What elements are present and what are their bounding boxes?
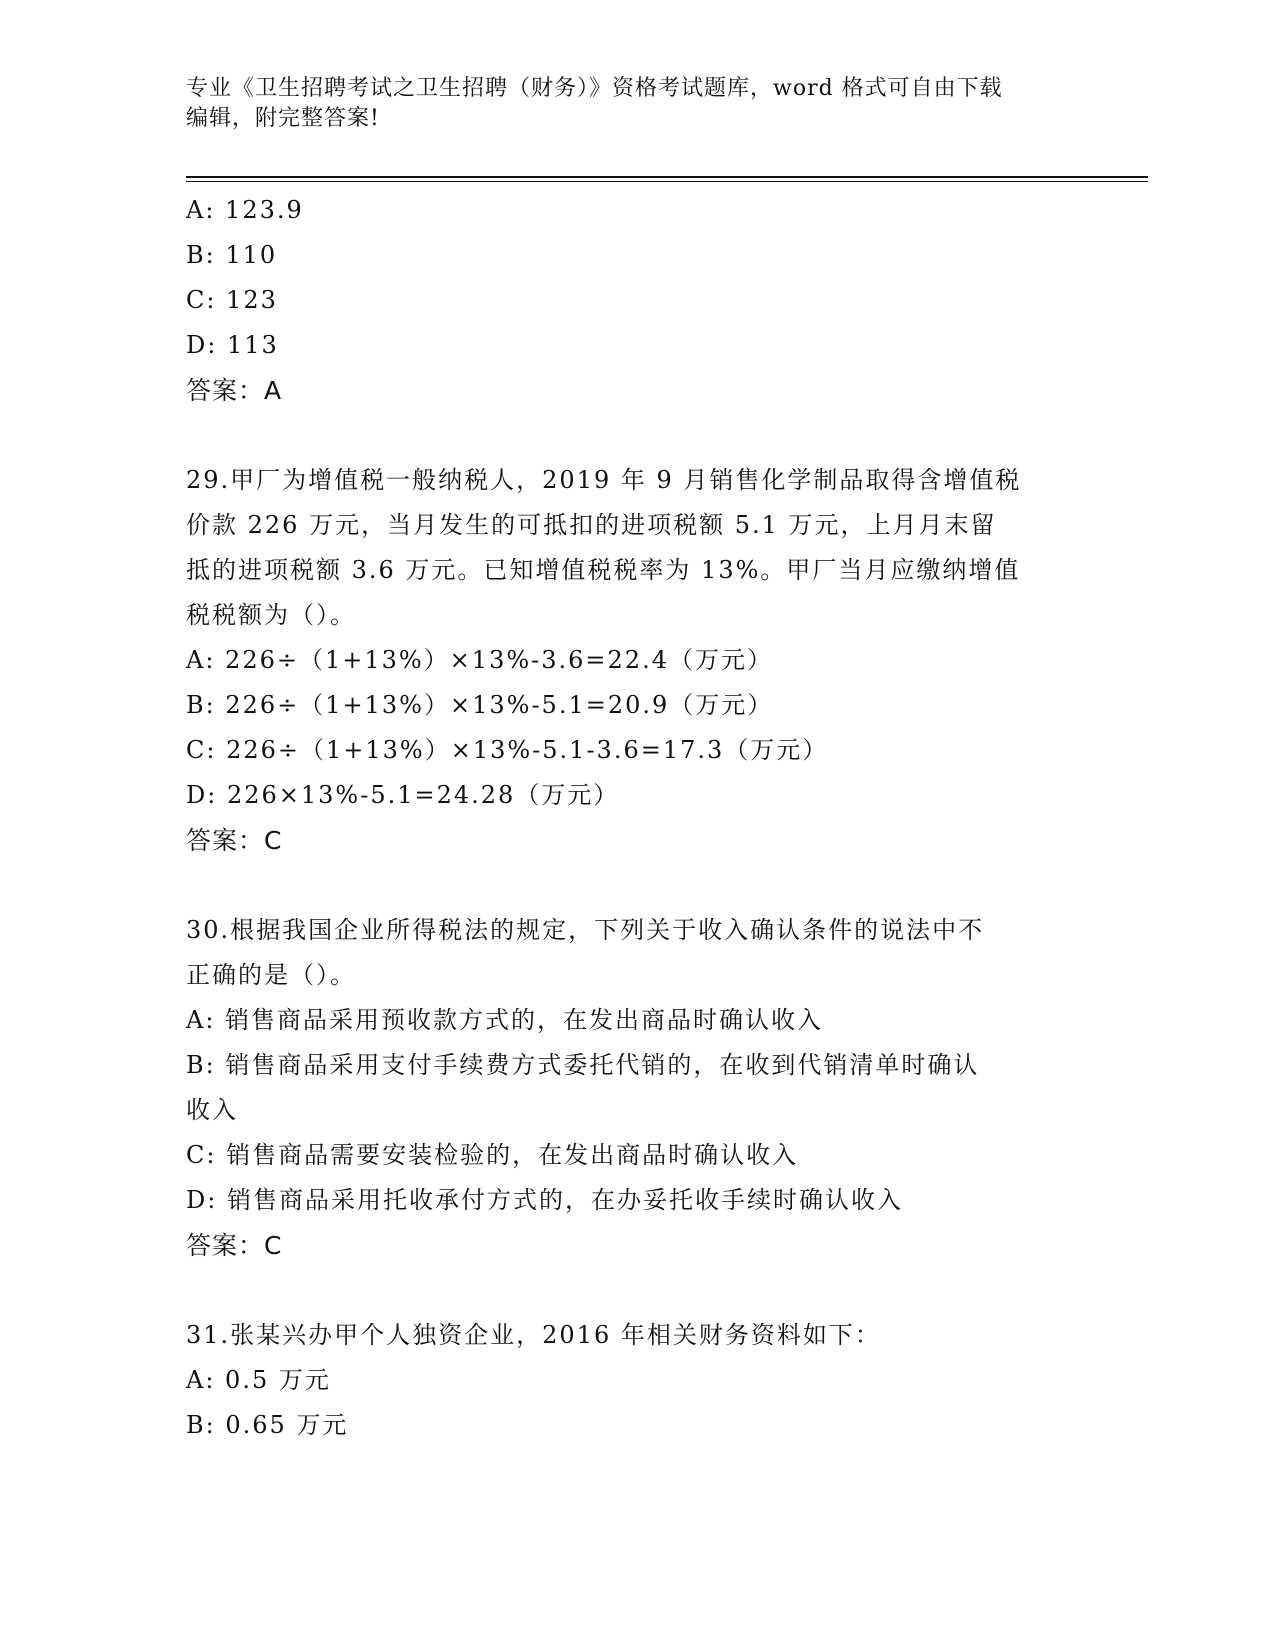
header-line-2: 编辑，附完整答案! — [186, 106, 380, 131]
option-a: A: 226÷（1+13%）×13%-3.6=22.4（万元） — [186, 646, 773, 674]
question-stem: 31.张某兴办甲个人独资企业，2016 年相关财务资料如下： — [186, 1321, 881, 1349]
option-a: A: 0.5 万元 — [186, 1366, 331, 1394]
question-29 — [186, 458, 1086, 863]
header-rule-thin — [186, 181, 1148, 182]
spacer — [186, 413, 1086, 458]
question-31 — [186, 1313, 1086, 1448]
question-content — [186, 188, 1086, 1448]
option-d: D: 113 — [186, 331, 279, 359]
question-28 — [186, 188, 1086, 413]
option-b-continued: 收入 — [186, 1096, 238, 1124]
question-stem: 29.甲厂为增值税一般纳税人，2019 年 9 月销售化学制品取得含增值税 — [186, 466, 1022, 494]
option-d: D: 226×13%-5.1=24.28（万元） — [186, 781, 620, 809]
spacer — [186, 863, 1086, 908]
question-stem: 税税额为（）。 — [186, 601, 356, 629]
question-30 — [186, 908, 1086, 1268]
spacer — [186, 1268, 1086, 1313]
answer: 答案：C — [186, 826, 283, 855]
header-line-1: 专业《卫生招聘考试之卫生招聘（财务）》资格考试题库，word 格式可自由下载 — [186, 76, 1003, 101]
question-stem: 抵的进项税额 3.6 万元。已知增值税税率为 13%。甲厂当月应缴纳增值 — [186, 556, 1021, 584]
answer: 答案：C — [186, 1231, 283, 1260]
option-c: C: 123 — [186, 286, 278, 314]
option-c: C: 销售商品需要安装检验的，在发出商品时确认收入 — [186, 1141, 799, 1169]
option-d: D: 销售商品采用托收承付方式的，在办妥托收手续时确认收入 — [186, 1186, 903, 1214]
option-b: B: 226÷（1+13%）×13%-5.1=20.9（万元） — [186, 691, 774, 719]
option-a: A: 销售商品采用预收款方式的，在发出商品时确认收入 — [186, 1006, 824, 1034]
question-stem: 正确的是（）。 — [186, 961, 356, 989]
option-b: B: 110 — [186, 241, 278, 269]
header-rule-thick — [186, 176, 1148, 178]
question-stem: 价款 226 万元，当月发生的可抵扣的进项税额 5.1 万元，上月月末留 — [186, 511, 997, 539]
option-b: B: 销售商品采用支付手续费方式委托代销的，在收到代销清单时确认 — [186, 1051, 980, 1079]
option-a: A: 123.9 — [186, 196, 304, 224]
option-b: B: 0.65 万元 — [186, 1411, 349, 1439]
answer: 答案：A — [186, 376, 283, 405]
page-header — [186, 74, 1086, 134]
question-stem: 30.根据我国企业所得税法的规定，下列关于收入确认条件的说法中不 — [186, 916, 985, 944]
option-c: C: 226÷（1+13%）×13%-5.1-3.6=17.3（万元） — [186, 736, 829, 764]
